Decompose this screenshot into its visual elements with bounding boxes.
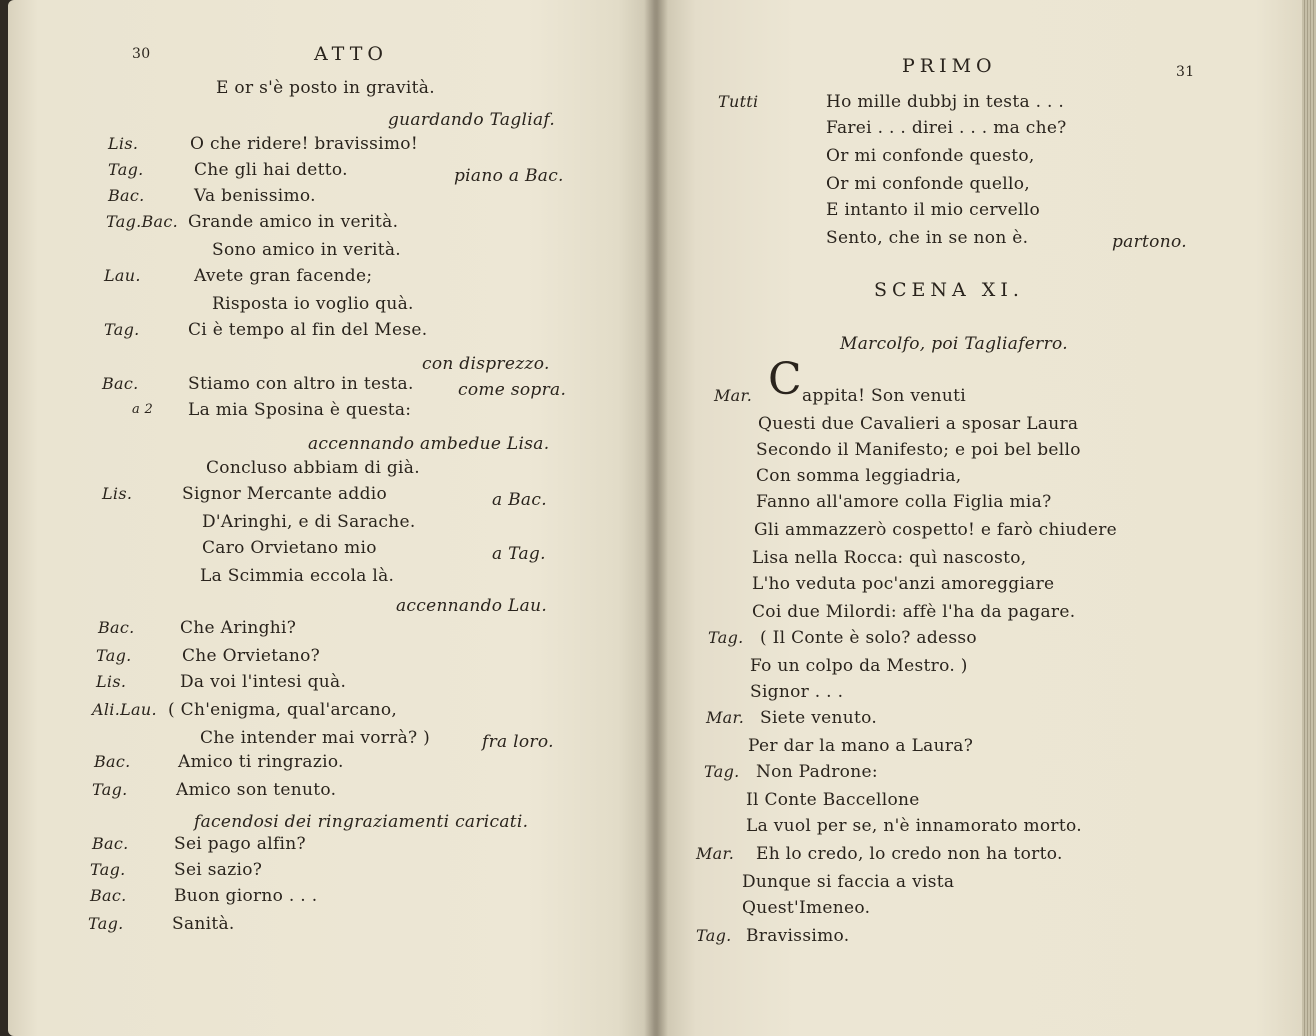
- speaker-label: Ali.Lau.: [92, 700, 157, 719]
- verse-line: E intanto il mio cervello: [826, 200, 1041, 220]
- verse-line: D'Aringhi, e di Sarache.: [202, 512, 416, 532]
- verse-line: Eh lo credo, lo credo non ha torto.: [756, 844, 1063, 864]
- speaker-label: Bac.: [98, 618, 135, 637]
- verse-line: Stiamo con altro in testa.: [188, 374, 414, 394]
- verse-line: Buon giorno . . .: [174, 886, 318, 906]
- speaker-label: Lau.: [104, 266, 141, 285]
- speaker-label: Tag.: [104, 320, 140, 339]
- verse-line: Caro Orvietano mio: [202, 538, 377, 558]
- verse-line: Sento, che in se non è.: [826, 228, 1029, 248]
- verse-line: La Scimmia eccola là.: [200, 566, 395, 586]
- running-head: PRIMO: [902, 55, 997, 77]
- speaker-label: Bac.: [108, 186, 145, 205]
- speaker-label: Lis.: [108, 134, 139, 153]
- verse-line: appita! Son venuti: [802, 386, 967, 406]
- speaker-label: Tag.: [708, 628, 744, 647]
- speaker-label: Bac.: [94, 752, 131, 771]
- verse-line: Risposta io voglio quà.: [212, 294, 414, 314]
- verse-line: Che Orvietano?: [182, 646, 321, 666]
- speaker-label: Tag.: [90, 860, 126, 879]
- verse-line: E or s'è posto in gravità.: [216, 78, 435, 98]
- stage-direction: come sopra.: [458, 380, 567, 400]
- speaker-label: Bac.: [102, 374, 139, 393]
- scene-title: SCENA XI.: [874, 279, 1024, 301]
- speaker-label: Mar.: [696, 844, 735, 863]
- verse-line: Da voi l'intesi quà.: [180, 672, 347, 692]
- stage-direction: facendosi dei ringraziamenti caricati.: [194, 812, 529, 832]
- speaker-label: Tag.: [108, 160, 144, 179]
- verse-line: Avete gran facende;: [194, 266, 373, 286]
- verse-line: Coi due Milordi: affè l'ha da pagare.: [752, 602, 1076, 622]
- verse-line: Bravissimo.: [746, 926, 850, 946]
- verse-line: Concluso abbiam di già.: [206, 458, 420, 478]
- verse-line: Signor . . .: [750, 682, 844, 702]
- verse-line: ( Il Conte è solo? adesso: [760, 628, 977, 648]
- book-gutter: [644, 0, 668, 1036]
- verse-line: Secondo il Manifesto; e poi bel bello: [756, 440, 1081, 460]
- stage-direction: piano a Bac.: [454, 166, 564, 186]
- verse-line: Ci è tempo al fin del Mese.: [188, 320, 428, 340]
- speaker-label: Tag.: [96, 646, 132, 665]
- verse-line: Or mi confonde quello,: [826, 174, 1030, 194]
- stage-direction: accennando Lau.: [396, 596, 548, 616]
- verse-line: Grande amico in verità.: [188, 212, 399, 232]
- speaker-label: Bac.: [90, 886, 127, 905]
- verse-line: Va benissimo.: [194, 186, 316, 206]
- verse-line: Lisa nella Rocca: quì nascosto,: [752, 548, 1027, 568]
- stage-direction: partono.: [1112, 232, 1187, 252]
- left-page: [8, 0, 656, 1036]
- speaker-label: Bac.: [92, 834, 129, 853]
- verse-line: Con somma leggiadria,: [756, 466, 962, 486]
- verse-line: Or mi confonde questo,: [826, 146, 1035, 166]
- verse-line: Quest'Imeneo.: [742, 898, 871, 918]
- verse-line: Che gli hai detto.: [194, 160, 348, 180]
- scene-cast: Marcolfo, poi Tagliaferro.: [840, 334, 1068, 354]
- speaker-label: Tag.Bac.: [106, 212, 179, 231]
- verse-line: Per dar la mano a Laura?: [748, 736, 974, 756]
- verse-line: Questi due Cavalieri a sposar Laura: [758, 414, 1079, 434]
- speaker-label: a 2: [132, 402, 154, 417]
- verse-line: Che Aringhi?: [180, 618, 297, 638]
- verse-line: O che ridere! bravissimo!: [190, 134, 418, 154]
- verse-line: Sei pago alfin?: [174, 834, 306, 854]
- speaker-label: Tag.: [88, 914, 124, 933]
- verse-line: L'ho veduta poc'anzi amoreggiare: [752, 574, 1055, 594]
- verse-line: ( Ch'enigma, qual'arcano,: [168, 700, 398, 720]
- page-edges: [1302, 0, 1316, 1036]
- speaker-label: Lis.: [102, 484, 133, 503]
- stage-direction: guardando Tagliaf.: [388, 110, 556, 130]
- speaker-label: Mar.: [706, 708, 745, 727]
- speaker-label: Tutti: [718, 92, 759, 111]
- verse-line: Amico son tenuto.: [176, 780, 337, 800]
- stage-direction: a Tag.: [492, 544, 546, 564]
- verse-line: Ho mille dubbj in testa . . .: [826, 92, 1065, 112]
- speaker-label: Tag.: [704, 762, 740, 781]
- stage-direction: a Bac.: [492, 490, 547, 510]
- verse-line: Che intender mai vorrà? ): [200, 728, 431, 748]
- page-number: 31: [1176, 64, 1195, 80]
- verse-line: Amico ti ringrazio.: [178, 752, 344, 772]
- verse-line: Il Conte Baccellone: [746, 790, 920, 810]
- verse-line: Dunque si faccia a vista: [742, 872, 955, 892]
- drop-cap: C: [768, 354, 802, 405]
- verse-line: Fanno all'amore colla Figlia mia?: [756, 492, 1052, 512]
- stage-direction: con disprezzo.: [422, 354, 550, 374]
- verse-line: Fo un colpo da Mestro. ): [750, 656, 968, 676]
- speaker-label: Lis.: [96, 672, 127, 691]
- speaker-label: Tag.: [696, 926, 732, 945]
- verse-line: Signor Mercante addio: [182, 484, 388, 504]
- stage-direction: fra loro.: [482, 732, 554, 752]
- verse-line: Sei sazio?: [174, 860, 263, 880]
- verse-line: Siete venuto.: [760, 708, 878, 728]
- verse-line: Sono amico in verità.: [212, 240, 402, 260]
- page-number: 30: [132, 46, 151, 62]
- speaker-label: Tag.: [92, 780, 128, 799]
- verse-line: La vuol per se, n'è innamorato morto.: [746, 816, 1082, 836]
- speaker-label: Mar.: [714, 386, 753, 405]
- verse-line: Non Padrone:: [756, 762, 878, 782]
- running-head: ATTO: [314, 43, 388, 65]
- verse-line: Gli ammazzerò cospetto! e farò chiudere: [754, 520, 1118, 540]
- right-page: [656, 0, 1308, 1036]
- verse-line: Sanità.: [172, 914, 235, 934]
- verse-line: La mia Sposina è questa:: [188, 400, 412, 420]
- stage-direction: accennando ambedue Lisa.: [308, 434, 550, 454]
- verse-line: Farei . . . direi . . . ma che?: [826, 118, 1067, 138]
